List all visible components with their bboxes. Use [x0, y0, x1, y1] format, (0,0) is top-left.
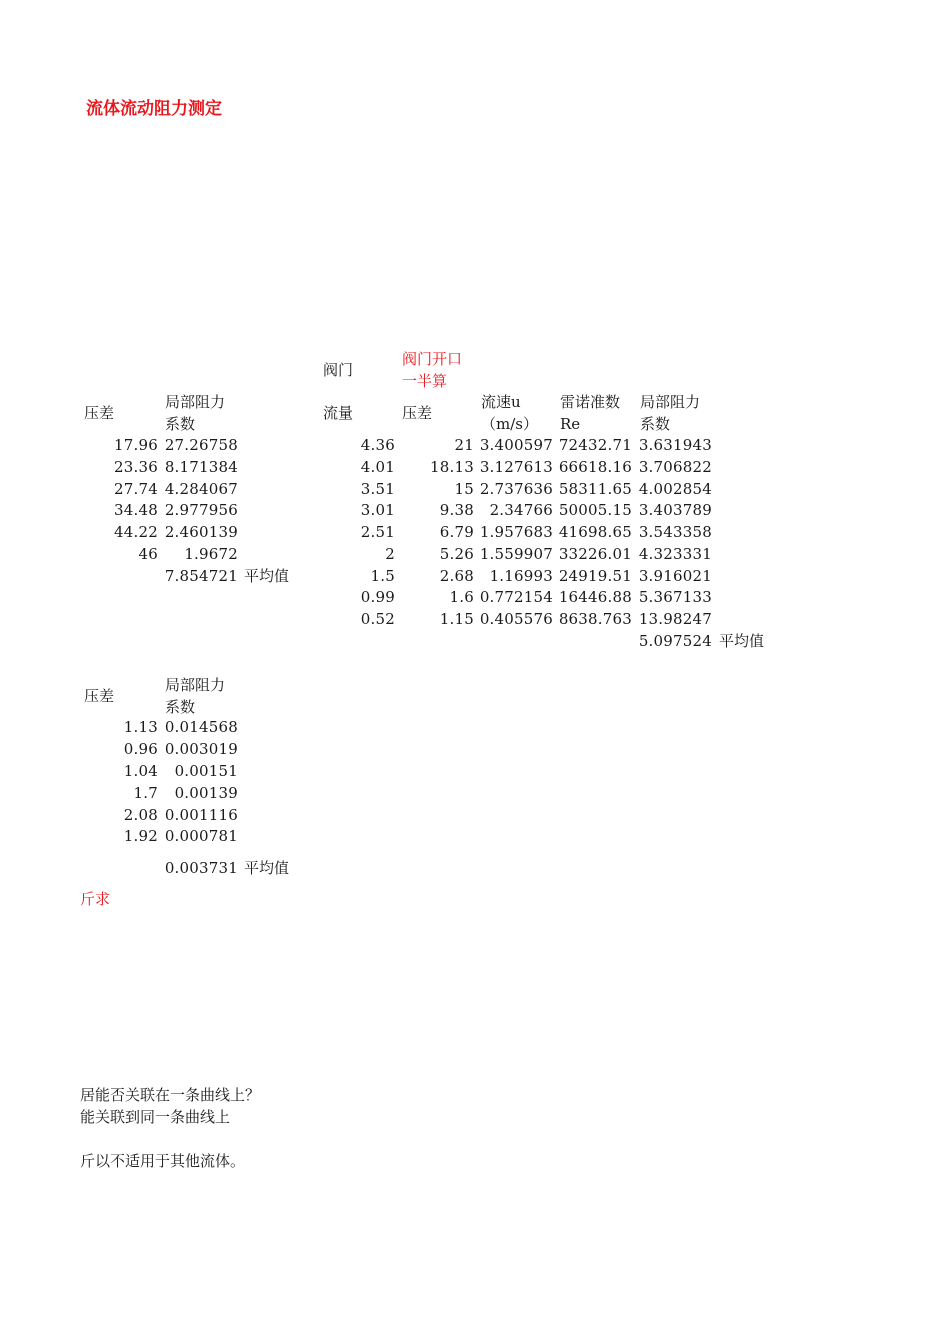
table-b-cell: 1.15	[439, 610, 474, 628]
table-b-cell: 3.400597	[479, 436, 553, 454]
valve-note-line2: 一半算	[402, 372, 448, 390]
table-b-cell: 50005.15	[558, 501, 632, 519]
table-b-cell: 0.52	[360, 610, 395, 628]
table-a-header-coef-line2: 系数	[165, 415, 196, 433]
table-b-cell: 3.51	[360, 480, 395, 498]
table-a-cell: 17.96	[114, 436, 158, 454]
table-b-cell: 41698.65	[558, 523, 632, 541]
note-line-1: 居能否关联在一条曲线上？	[80, 1086, 261, 1104]
table-b-cell: 8638.763	[558, 610, 632, 628]
table-b-header-flow: 流量	[323, 404, 354, 422]
table-c-cell: 1.04	[123, 762, 158, 780]
table-b-cell: 1.559907	[479, 545, 553, 563]
table-c-cell: 1.92	[123, 827, 158, 845]
table-b-header-reynolds: 雷诺准数	[560, 393, 621, 411]
table-c-cell: 0.00139	[174, 784, 238, 802]
table-b-cell: 6.79	[439, 523, 474, 541]
table-b-cell: 3.706822	[638, 458, 712, 476]
table-a-cell: 4.284067	[164, 480, 238, 498]
table-a-average-label: 平均值	[244, 567, 290, 585]
table-a-cell: 23.36	[114, 458, 158, 476]
table-b-cell: 5.367133	[638, 588, 712, 606]
table-b-cell: 13.98247	[638, 610, 712, 628]
table-b-header-coef-line1: 局部阻力	[640, 393, 701, 411]
table-c-cell: 0.003019	[164, 740, 238, 758]
table-a-cell: 1.9672	[184, 545, 238, 563]
table-b-cell: 0.772154	[479, 588, 553, 606]
table-b-cell: 58311.65	[558, 480, 632, 498]
table-b-cell: 1.5	[370, 567, 395, 585]
table-b-cell: 66618.16	[558, 458, 632, 476]
table-c-average-value: 0.003731	[164, 859, 238, 877]
table-b-cell: 0.405576	[479, 610, 553, 628]
table-a-cell: 34.48	[114, 501, 158, 519]
page-title: 流体流动阻力测定	[86, 99, 222, 119]
table-b-cell: 4.002854	[638, 480, 712, 498]
table-b-cell: 1.16993	[489, 567, 553, 585]
table-b-cell: 2.34766	[489, 501, 553, 519]
table-b-cell: 24919.51	[558, 567, 632, 585]
table-c-cell: 0.96	[123, 740, 158, 758]
table-c-cell: 0.000781	[164, 827, 238, 845]
table-b-cell: 15	[454, 480, 474, 498]
valve-label: 阀门	[323, 361, 354, 379]
table-b-header-velocity-unit: （m/s）	[481, 415, 538, 433]
table-a-average-value: 7.854721	[164, 567, 238, 585]
table-b-cell: 1.957683	[479, 523, 553, 541]
table-b-cell: 0.99	[360, 588, 395, 606]
table-a-cell: 27.26758	[164, 436, 238, 454]
table-b-cell: 2.737636	[479, 480, 553, 498]
table-b-cell: 3.403789	[638, 501, 712, 519]
table-b-average-value: 5.097524	[638, 632, 712, 650]
table-b-cell: 4.01	[360, 458, 395, 476]
note-line-2: 能关联到同一条曲线上	[80, 1108, 231, 1126]
table-b-header-reynolds-symbol: Re	[560, 415, 581, 433]
table-c-cell: 2.08	[123, 806, 158, 824]
table-b-cell: 1.6	[449, 588, 474, 606]
table-c-header-pressure: 压差	[84, 687, 115, 705]
table-b-cell: 2	[385, 545, 395, 563]
table-a-header-coef-line1: 局部阻力	[165, 393, 226, 411]
table-c-cell: 1.7	[133, 784, 158, 802]
table-a-cell: 46	[138, 545, 158, 563]
table-b-cell: 2.51	[360, 523, 395, 541]
table-a-cell: 44.22	[114, 523, 158, 541]
table-b-cell: 3.127613	[479, 458, 553, 476]
table-c-cell: 0.001116	[164, 806, 238, 824]
table-a-cell: 8.171384	[164, 458, 238, 476]
table-b-cell: 3.916021	[638, 567, 712, 585]
table-b-cell: 3.631943	[638, 436, 712, 454]
table-b-cell: 33226.01	[558, 545, 632, 563]
table-b-cell: 16446.88	[558, 588, 632, 606]
table-c-average-label: 平均值	[244, 859, 290, 877]
table-b-cell: 2.68	[439, 567, 474, 585]
table-b-cell: 4.323331	[638, 545, 712, 563]
table-b-cell: 9.38	[439, 501, 474, 519]
table-c-header-coef-line1: 局部阻力	[165, 676, 226, 694]
note-red-fragment: 斤求	[80, 890, 111, 908]
table-b-cell: 18.13	[430, 458, 474, 476]
table-b-cell: 3.01	[360, 501, 395, 519]
table-b-cell: 21	[454, 436, 474, 454]
table-b-header-velocity: 流速u	[481, 393, 521, 411]
table-b-header-pressure: 压差	[402, 404, 433, 422]
table-c-header-coef-line2: 系数	[165, 698, 196, 716]
table-c-cell: 0.00151	[174, 762, 238, 780]
table-b-header-coef-line2: 系数	[640, 415, 671, 433]
table-c-cell: 1.13	[123, 718, 158, 736]
table-b-cell: 3.543358	[638, 523, 712, 541]
table-b-cell: 5.26	[439, 545, 474, 563]
table-a-header-pressure: 压差	[84, 404, 115, 422]
note-line-3: 斤以不适用于其他流体。	[80, 1152, 246, 1170]
table-b-average-label: 平均值	[719, 632, 765, 650]
table-c-cell: 0.014568	[164, 718, 238, 736]
table-a-cell: 27.74	[114, 480, 158, 498]
table-a-cell: 2.977956	[164, 501, 238, 519]
table-b-cell: 4.36	[360, 436, 395, 454]
table-a-cell: 2.460139	[164, 523, 238, 541]
table-b-cell: 72432.71	[558, 436, 632, 454]
valve-note-line1: 阀门开口	[402, 350, 463, 368]
